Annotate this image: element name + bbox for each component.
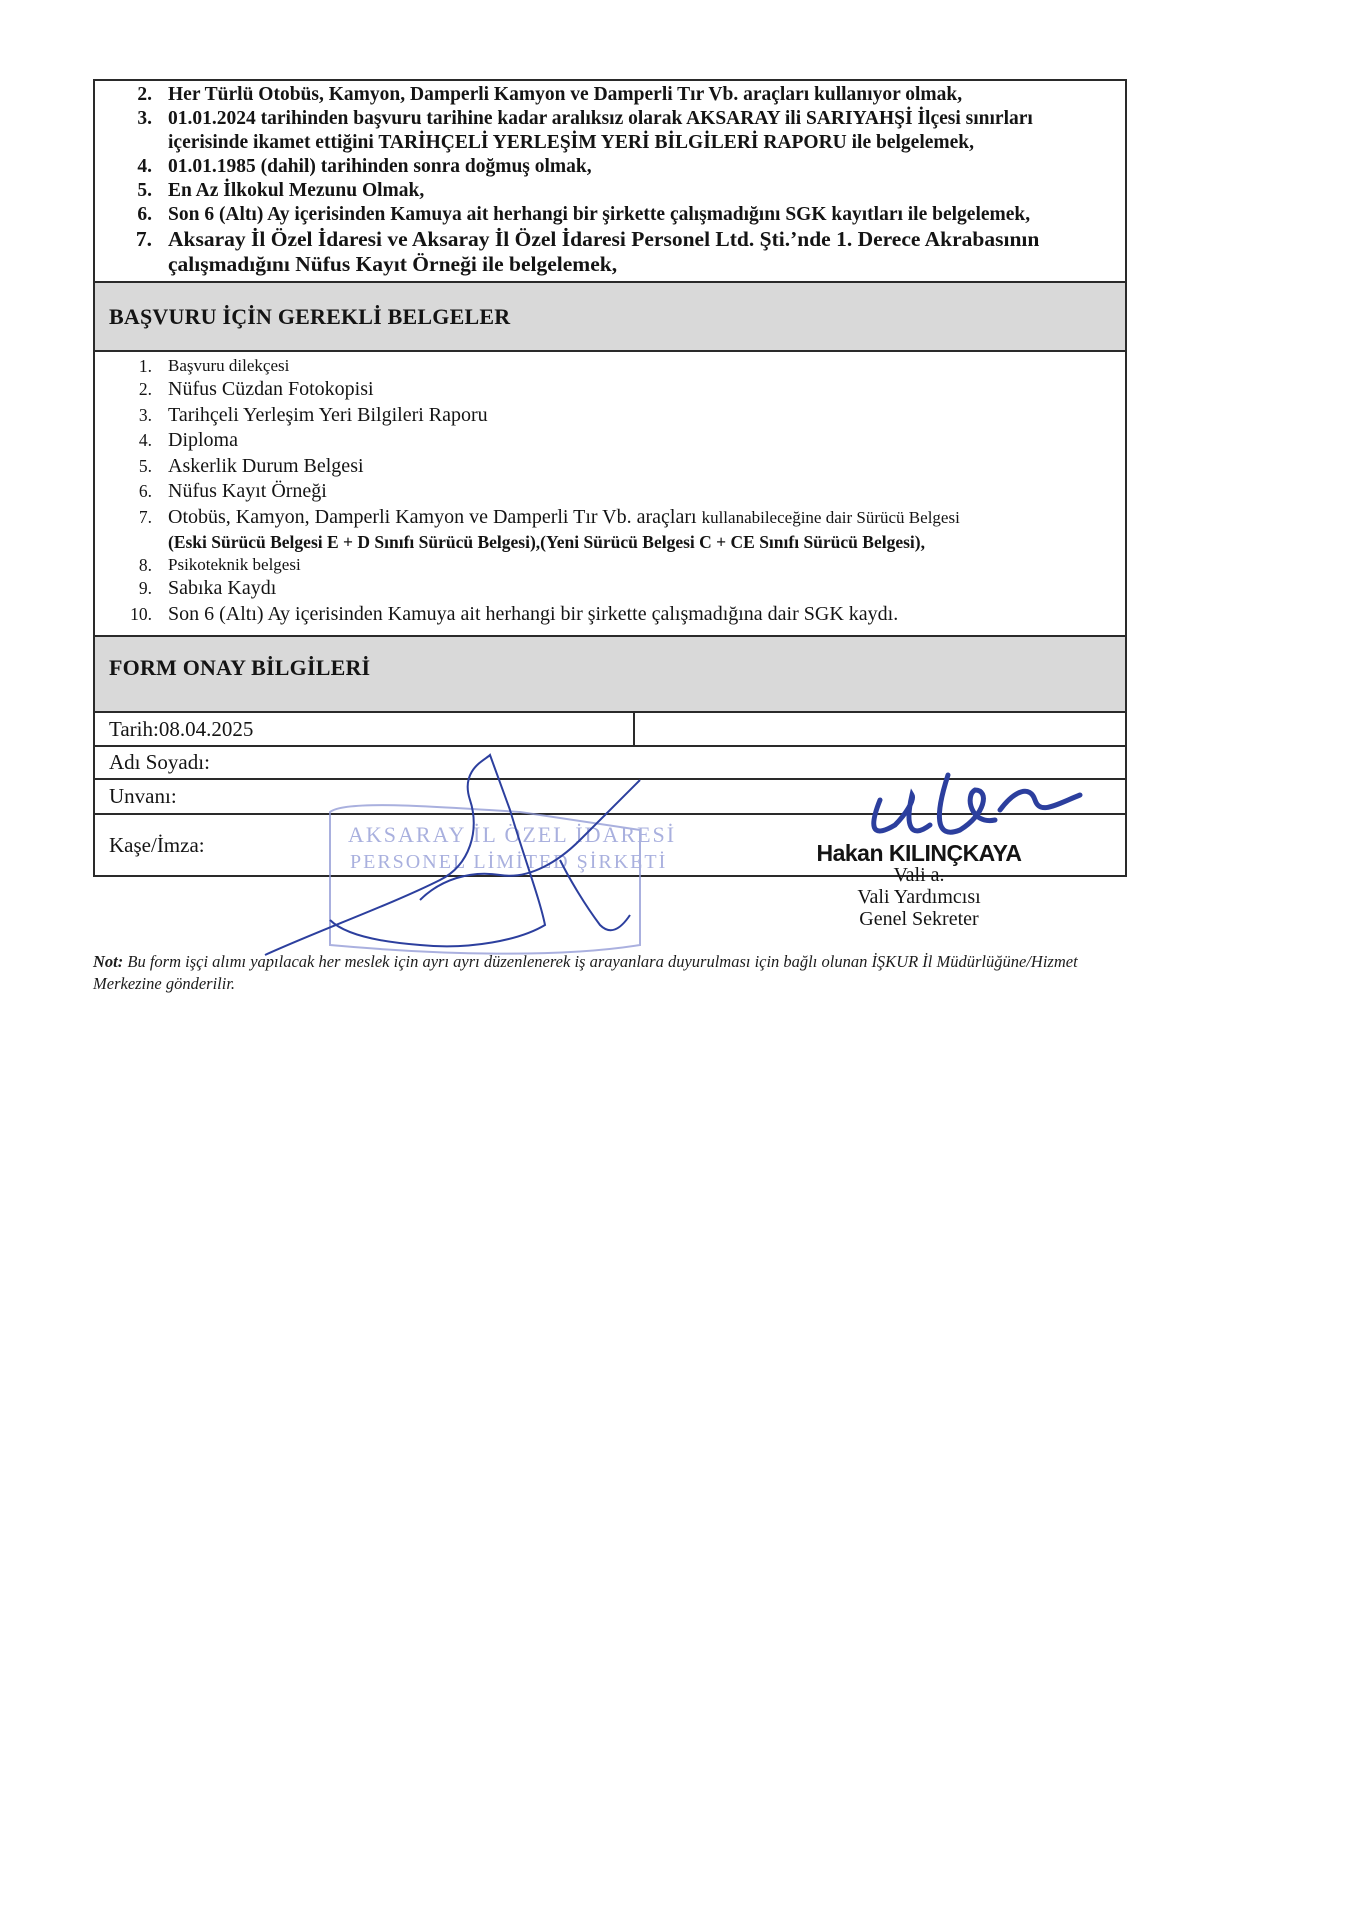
list-item bbox=[95, 479, 1125, 505]
item-text: 01.01.2024 tarihinden başvuru tarihine kadar aralıksız olarak AKSARAY ili SARIYAHŞİ İlçesi sınırları içerisinde ikamet ettiğini TARİHÇELİ YERLEŞİM YERİ BİLGİLERİ RAPORU ile belgelemek, bbox=[168, 108, 1033, 153]
item-text: Başvuru dilekçesi bbox=[168, 356, 290, 375]
list-item bbox=[95, 602, 1125, 628]
item-number: 2. bbox=[137, 84, 152, 105]
item-number: 10. bbox=[130, 603, 152, 624]
adi-soyadi-row bbox=[95, 747, 1125, 780]
item-number: 5. bbox=[137, 180, 152, 201]
item-number: 2. bbox=[138, 379, 152, 399]
item-text: Tarihçeli Yerleşim Yeri Bilgileri Raporu bbox=[168, 403, 488, 426]
item-text: Nüfus Kayıt Örneği bbox=[168, 480, 327, 502]
unvan-label: Unvanı: bbox=[109, 784, 177, 808]
unvan-row bbox=[95, 780, 1125, 815]
stamp-line2: PERSONEL LİMİTED ŞİRKETİ bbox=[350, 851, 668, 873]
item-text-main: Otobüs, Kamyon, Damperli Kamyon ve Damperli Tır Vb. araçları bbox=[168, 505, 697, 528]
list-item bbox=[95, 505, 1125, 555]
stamp-line1: AKSARAY İL ÖZEL İDARESİ bbox=[348, 822, 677, 847]
item-text: Nüfus Cüzdan Fotokopisi bbox=[168, 378, 374, 400]
item-text: Son 6 (Altı) Ay içerisinden Kamuya ait herhangi bir şirkette çalışmadığına dair SGK kaydı. bbox=[168, 602, 899, 625]
approval-header: FORM ONAY BİLGİLERİ bbox=[95, 637, 1125, 713]
item-number: 9. bbox=[138, 578, 152, 598]
list-item bbox=[95, 179, 1125, 203]
form-table bbox=[93, 79, 1127, 877]
tarih-cell bbox=[95, 713, 635, 745]
list-item bbox=[95, 377, 1125, 403]
item-number: 7. bbox=[135, 227, 152, 251]
list-item bbox=[95, 227, 1125, 277]
footer-note bbox=[93, 951, 1143, 995]
item-text-small: kullanabileceğine dair Sürücü Belgesi bbox=[701, 507, 960, 527]
list-item bbox=[95, 576, 1125, 602]
requirements-list bbox=[95, 81, 1125, 283]
item-number: 4. bbox=[138, 430, 152, 450]
item-text: Sabıka Kaydı bbox=[168, 577, 277, 599]
kase-imza-label: Kaşe/İmza: bbox=[109, 832, 205, 857]
item-text: 01.01.1985 (dahil) tarihinden sonra doğmuş olmak, bbox=[168, 156, 592, 177]
item-number: 4. bbox=[137, 156, 152, 177]
item-number: 1. bbox=[138, 356, 152, 376]
item-text: En Az İlkokul Mezunu Olmak, bbox=[168, 180, 425, 201]
list-item bbox=[95, 454, 1125, 480]
documents-header: BAŞVURU İÇİN GEREKLİ BELGELER bbox=[95, 283, 1125, 352]
item-number: 3. bbox=[137, 108, 152, 129]
tarih-label: Tarih: bbox=[109, 716, 159, 741]
item-number: 5. bbox=[138, 455, 152, 476]
item-text: Aksaray İl Özel İdaresi ve Aksaray İl Özel İdaresi Personel Ltd. Şti.’nde 1. Derece Akrabasının çalışmadığını Nüfus Kayıt Örneği ile belgelemek, bbox=[168, 227, 1040, 276]
signer-line2: Vali Yardımcısı bbox=[857, 886, 981, 908]
list-item bbox=[95, 107, 1125, 155]
item-number: 6. bbox=[138, 481, 152, 501]
adi-soyadi-label: Adı Soyadı: bbox=[109, 750, 210, 774]
list-item bbox=[95, 428, 1125, 454]
signer-block bbox=[794, 842, 1044, 930]
note-text: Bu form işçi alımı yapılacak her meslek için ayrı ayrı düzenlenerek iş arayanlara duyurulması için bağlı olunan İŞKUR İl Müdürlüğüne/Hizmet Merkezine gönderilir. bbox=[93, 952, 1078, 993]
tarih-value: 08.04.2025 bbox=[158, 716, 254, 741]
signer-name: Hakan KILINÇKAYA bbox=[816, 840, 1022, 866]
signer-line1: Vali a. bbox=[893, 864, 945, 886]
documents-list bbox=[95, 352, 1125, 637]
item-text-bold: (Eski Sürücü Belgesi E + D Sınıfı Sürücü Belgesi),(Yeni Sürücü Belgesi C + CE Sınıfı Sürücü Belgesi), bbox=[168, 532, 925, 552]
item-number: 6. bbox=[137, 204, 152, 225]
item-text: Her Türlü Otobüs, Kamyon, Damperli Kamyon ve Damperli Tır Vb. araçları kullanıyor olmak, bbox=[168, 84, 963, 105]
note-label: Not: bbox=[93, 952, 124, 971]
item-number: 7. bbox=[138, 506, 152, 527]
list-item bbox=[95, 355, 1125, 377]
item-text: Son 6 (Altı) Ay içerisinden Kamuya ait herhangi bir şirkette çalışmadığını SGK kayıtları ile belgelemek, bbox=[168, 204, 1031, 225]
tarih-row bbox=[95, 713, 1125, 747]
list-item bbox=[95, 403, 1125, 429]
signer-line3: Genel Sekreter bbox=[859, 908, 979, 930]
item-number: 3. bbox=[138, 404, 152, 425]
list-item bbox=[95, 203, 1125, 227]
item-text: Psikoteknik belgesi bbox=[168, 555, 301, 574]
item-text bbox=[168, 505, 1125, 555]
item-number: 8. bbox=[138, 555, 152, 575]
list-item bbox=[95, 155, 1125, 179]
list-item bbox=[95, 554, 1125, 576]
list-item bbox=[95, 83, 1125, 107]
item-text: Diploma bbox=[168, 429, 238, 451]
item-text: Askerlik Durum Belgesi bbox=[168, 454, 364, 477]
